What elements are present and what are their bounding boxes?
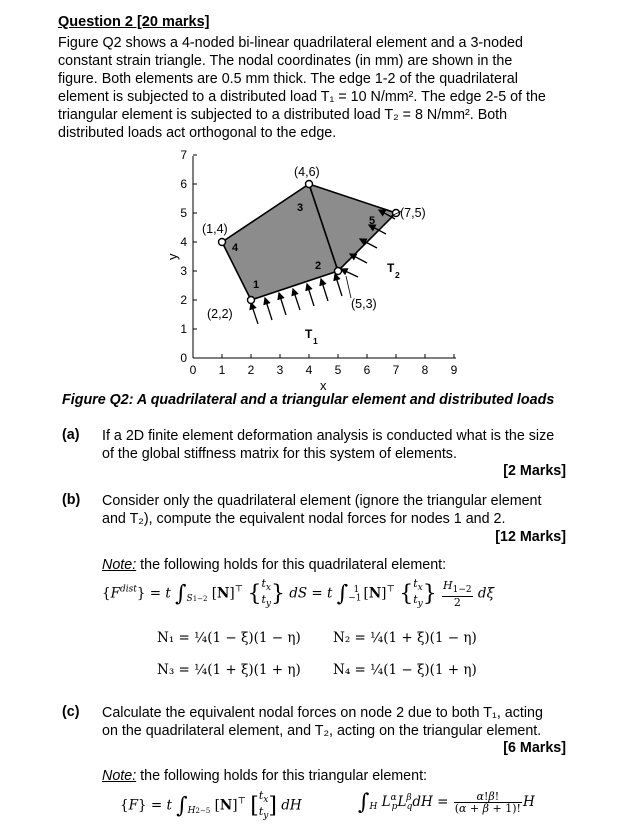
y-tick-label: 3 [180, 264, 187, 278]
note-label: Note: [102, 768, 137, 784]
part-a-text [102, 427, 554, 463]
equation-nodal-force-quad: $\{F^{dist}\} = t$ $\int_{S1-2}$ [N]⊤ {$t_x$ $t_y$} dS = t $\int_{-1}^1$ [N]⊤ {$t_x$ $t_y$} $\frac{H_{1-2}}{2}$ dξ [102, 577, 494, 609]
intro-line: Figure Q2 shows a 4-noded bi-linear quadrilateral element and a 3-noded [58, 35, 523, 51]
y-tick-label: 1 [180, 322, 187, 336]
x-ticks [190, 354, 458, 377]
coord-label-2: (5,3) [351, 297, 377, 311]
y-tick-label: 7 [180, 148, 187, 162]
y-tick-label: 4 [180, 235, 187, 249]
y-tick-label: 5 [180, 206, 187, 220]
intro-line: figure. Both elements are 0.5 mm thick. The edge 1-2 of the quadrilateral [58, 71, 518, 87]
x-tick-label: 2 [247, 363, 255, 377]
x-tick-label: 5 [334, 363, 342, 377]
question-title: Question 2 [20 marks] [58, 14, 210, 30]
part-a-line: of the global stiffness matrix for this system of elements. [102, 446, 457, 462]
part-b-line: Consider only the quadrilateral element (ignore the triangular element [102, 493, 542, 509]
part-b-label: (b) [62, 492, 81, 508]
part-c-marks: [6 Marks] [503, 740, 566, 756]
x-tick-label: 1 [218, 363, 226, 377]
part-c-text [102, 704, 543, 740]
part-c-line: on the quadrilateral element, and T₂, acting on the triangular element. [102, 723, 542, 739]
t1-label: T [305, 327, 313, 341]
y-axis-label: y [165, 253, 180, 260]
node-2 [335, 268, 342, 275]
x-tick-label: 9 [450, 363, 458, 377]
part-a-label: (a) [62, 427, 80, 443]
shape-function-n3: N₃ = ¼(1 + ξ)(1 + η) [157, 662, 301, 678]
y-tick-label: 2 [180, 293, 187, 307]
intro-line: constant strain triangle. The nodal coordinates (in mm) are shown in the [58, 53, 513, 69]
part-b-marks: [12 Marks] [495, 529, 566, 545]
part-b-note [102, 557, 446, 573]
y-tick-label: 6 [180, 177, 187, 191]
x-tick-label: 3 [276, 363, 284, 377]
note-label: Note: [102, 557, 137, 573]
intro-line: element is subjected to a distributed load T₁ = 10 N/mm². The edge 2-5 of the [58, 89, 546, 105]
node-label-5: 5 [369, 215, 376, 227]
t1-subscript: 1 [313, 336, 318, 346]
x-tick-label: 0 [189, 363, 197, 377]
x-tick-label: 8 [421, 363, 429, 377]
part-b-text [102, 492, 541, 528]
part-c-note [102, 768, 427, 784]
equation-nodal-force-triangle: {F} = t $\int_{H2-5}$ [N]⊤ [$t_x$ $t_y$] dH [120, 789, 302, 821]
x-tick-label: 6 [363, 363, 371, 377]
part-c-label: (c) [62, 704, 80, 720]
part-a-marks: [2 Marks] [503, 463, 566, 479]
part-b-line: and T₂), compute the equivalent nodal forces for nodes 1 and 2. [102, 511, 506, 527]
t2-label: T [387, 261, 395, 275]
question-intro [58, 34, 578, 142]
t2-subscript: 2 [395, 270, 400, 280]
node-1 [248, 297, 255, 304]
equation-area-coordinates: $\int_H$ $L^\alpha_pL^\beta_qdH$ = $\frac{\alpha!\beta!}{(\alpha + \beta + 1)!}$ H [358, 790, 535, 815]
part-a-line: If a 2D finite element deformation analysis is conducted what is the size [102, 428, 555, 444]
shape-function-n4: N₄ = ¼(1 − ξ)(1 + η) [333, 662, 477, 678]
coord-label-5: (7,5) [400, 206, 426, 220]
node-label-1: 1 [253, 279, 260, 291]
element-figure [150, 148, 480, 393]
coord-label-1: (2,2) [207, 307, 233, 321]
figure-caption: Figure Q2: A quadrilateral and a triangular element and distributed loads [62, 392, 555, 408]
part-c-line: Calculate the equivalent nodal forces on node 2 due to both T₁, acting [102, 705, 543, 721]
x-tick-label: 7 [392, 363, 400, 377]
shape-function-n2: N₂ = ¼(1 + ξ)(1 − η) [333, 630, 477, 646]
x-axis-label: x [320, 378, 327, 393]
shape-function-n1: N₁ = ¼(1 − ξ)(1 − η) [157, 630, 301, 646]
y-tick-label: 0 [180, 351, 187, 365]
node-label-3: 3 [297, 202, 304, 214]
intro-line: distributed loads act orthogonal to the edge. [58, 125, 337, 141]
x-tick-label: 4 [305, 363, 313, 377]
y-ticks [180, 148, 197, 365]
node-4 [219, 239, 226, 246]
intro-line: triangular element is subjected to a distributed load T₂ = 8 N/mm². Both [58, 107, 508, 123]
coord-label-4: (1,4) [202, 222, 228, 236]
node-label-4: 4 [232, 242, 239, 254]
coord-label-3: (4,6) [294, 165, 320, 179]
note-text: the following holds for this quadrilateral element: [136, 557, 447, 573]
node-3 [306, 181, 313, 188]
node-label-2: 2 [315, 260, 322, 272]
note-text: the following holds for this triangular element: [136, 768, 428, 784]
